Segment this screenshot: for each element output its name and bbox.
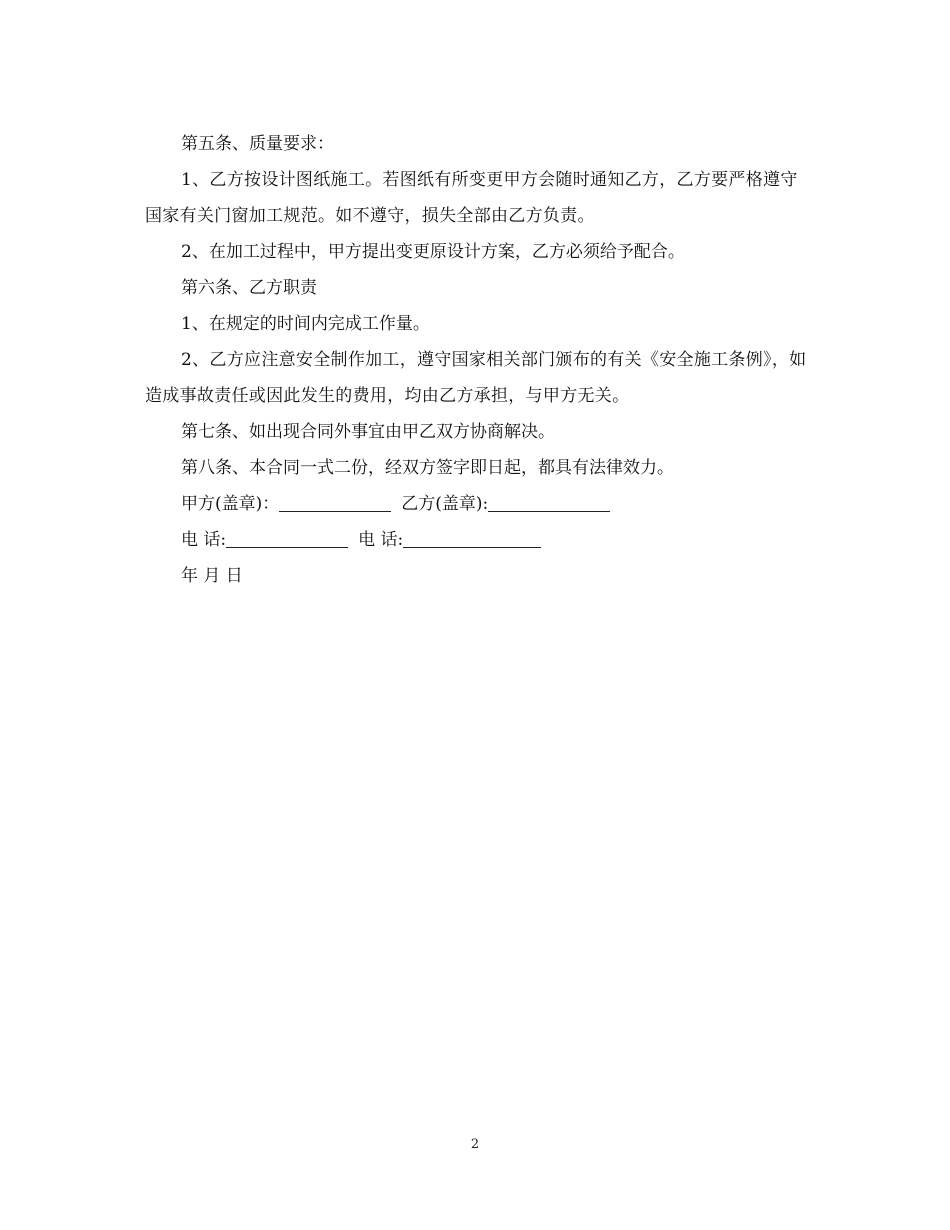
article-6-clause-2: 2、乙方应注意安全制作加工，遵守国家相关部门颁布的有关《安全施工条例》，如造成事故责任或因此发生的费用，均由乙方承担，与甲方无关。 (145, 350, 807, 406)
party-a-label: 甲方(盖章)： (181, 494, 280, 514)
article-6-heading: 第六条、乙方职责 (181, 278, 317, 298)
page-number: 2 (470, 1137, 480, 1152)
article-5-clause-1: 1、乙方按设计图纸施工。若图纸有所变更甲方会随时通知乙方，乙方要严格遵守国家有关门窗加工规范。如不遵守，损失全部由乙方负责。 (145, 170, 798, 226)
document-body (145, 126, 810, 594)
party-b-label: 乙方(盖章): (401, 494, 489, 514)
article-8: 第八条、本合同一式二份，经双方签字即日起，都具有法律效力。 (181, 458, 674, 478)
article-5-clause-2: 2、在加工过程中，甲方提出变更原设计方案，乙方必须给予配合。 (181, 242, 685, 262)
phone-a-label: 电 话: (181, 530, 227, 550)
article-6-clause-1: 1、在规定的时间内完成工作量。 (181, 314, 430, 334)
party-b-signature-line (488, 493, 610, 512)
party-a-signature-line (279, 493, 391, 512)
phone-row (145, 522, 810, 558)
phone-b-line (403, 529, 541, 548)
phone-a-line (226, 529, 348, 548)
date-row: 年 月 日 (181, 566, 243, 586)
article-7: 第七条、如出现合同外事宜由甲乙双方协商解决。 (181, 422, 555, 442)
signature-row (145, 486, 810, 522)
article-5-heading: 第五条、质量要求： (181, 134, 334, 154)
phone-b-label: 电 话: (358, 530, 404, 550)
